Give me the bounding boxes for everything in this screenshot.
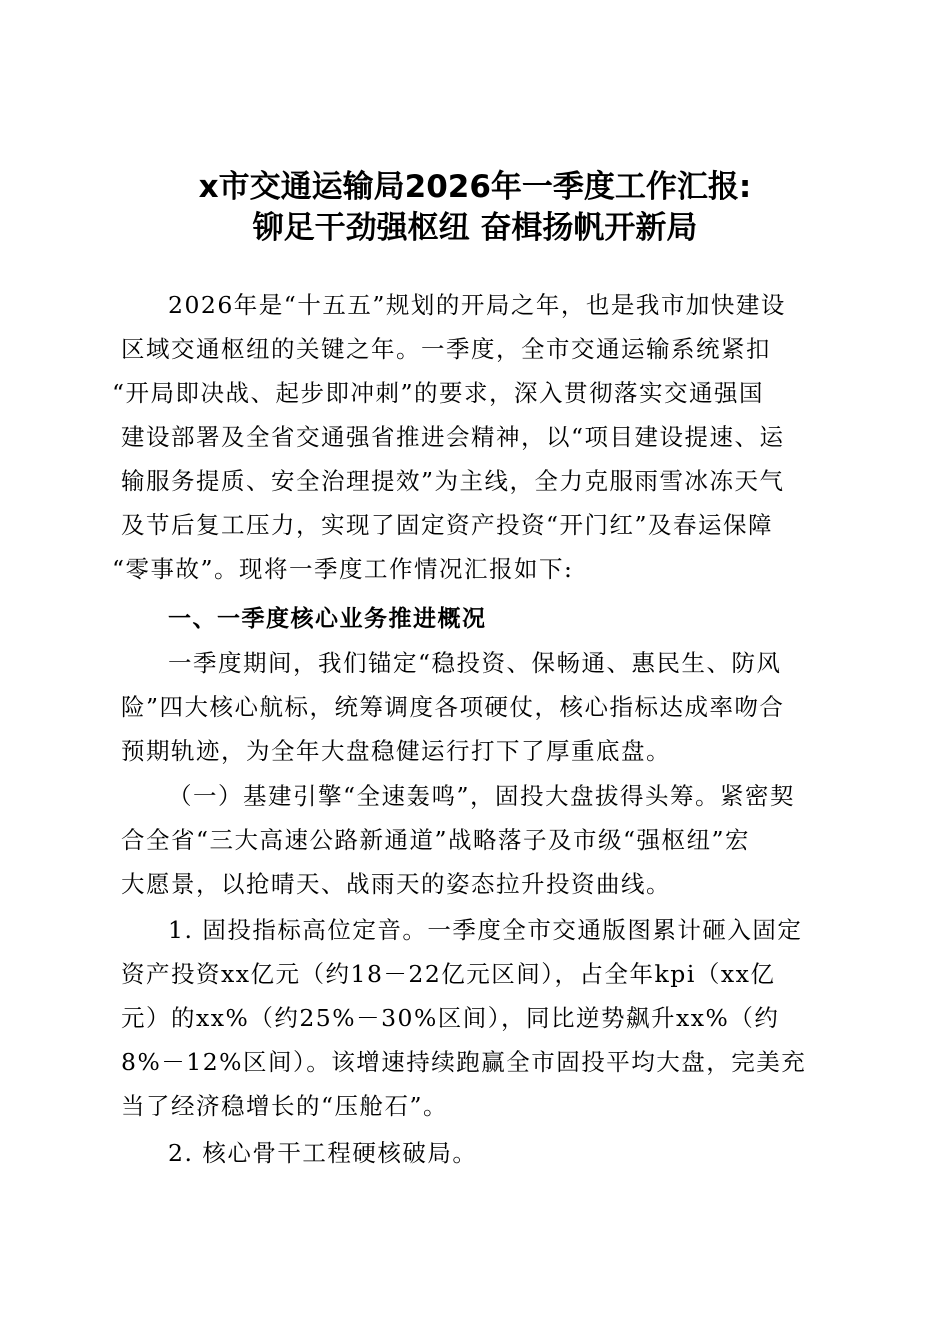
item-1-line: 8%－12%区间）。该增速持续跑赢全市固投平均大盘，完美充: [121, 1048, 807, 1076]
intro-line: 区域交通枢纽的关键之年。一季度，全市交通运输系统紧扣: [121, 335, 771, 363]
item-1-line: 当了经济稳增长的“压舱石”。: [121, 1092, 449, 1120]
item-1-line: 1. 固投指标高位定音。一季度全市交通版图累计砸入固定: [168, 916, 803, 944]
subsection-1-line: 大愿景，以抢晴天、战雨天的姿态拉升投资曲线。: [121, 870, 671, 898]
item-2-line: 2. 核心骨干工程硬核破局。: [168, 1139, 478, 1167]
section-1-heading: 一、一季度核心业务推进概况: [168, 606, 487, 632]
intro-line: 2026年是“十五五”规划的开局之年，也是我市加快建设: [168, 291, 786, 319]
section-1-paragraph-line: 预期轨迹，为全年大盘稳健运行打下了厚重底盘。: [121, 737, 671, 765]
subsection-1-line: 合全省“三大高速公路新通道”战略落子及市级“强枢纽”宏: [121, 826, 751, 854]
intro-line: 输服务提质、安全治理提效”为主线，全力克服雨雪冰冻天气: [121, 467, 785, 495]
document-title-line-1: x市交通运输局2026年一季度工作汇报:: [198, 169, 752, 205]
section-1-paragraph-line: 险”四大核心航标，统筹调度各项硬仗，核心指标达成率吻合: [121, 693, 785, 721]
intro-line: 及节后复工压力，实现了固定资产投资“开门红”及春运保障: [121, 511, 774, 539]
document-title-line-2: 铆足干劲强枢纽 奋楫扬帆开新局: [252, 210, 698, 246]
intro-line: “开局即决战、起步即冲刺”的要求，深入贯彻落实交通强国: [112, 379, 765, 407]
item-1-line: 资产投资xx亿元（约18－22亿元区间），占全年kpi（xx亿: [121, 960, 776, 988]
intro-line: “零事故”。现将一季度工作情况汇报如下:: [112, 555, 574, 583]
subsection-1-line: （一）基建引擎“全速轰鸣”，固投大盘拔得头筹。紧密契: [168, 782, 796, 810]
section-1-paragraph-line: 一季度期间，我们锚定“稳投资、保畅通、惠民生、防风: [168, 649, 782, 677]
intro-line: 建设部署及全省交通强省推进会精神，以“项目建设提速、运: [121, 423, 785, 451]
item-1-line: 元）的xx%（约25%－30%区间），同比逆势飙升xx%（约: [121, 1004, 780, 1032]
